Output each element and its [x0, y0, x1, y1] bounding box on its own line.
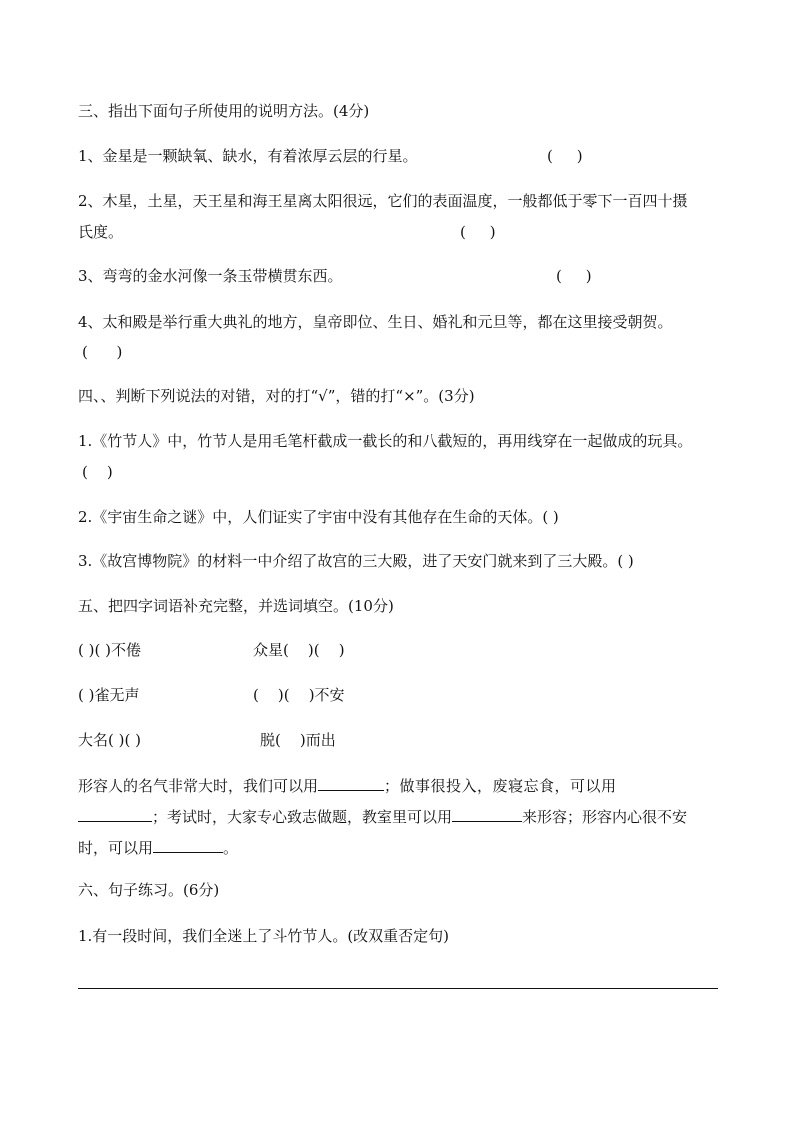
fill-blank[interactable]: [78, 805, 152, 822]
fill-text: ；做事很投入，废寝忘食，可以用: [384, 777, 617, 795]
section-4-question-2: 2.《宇宙生命之谜》中，人们证实了宇宙中没有其他存在生命的天体。( ): [78, 508, 559, 526]
section-4-title: 四、、判断下列说法的对错，对的打“√”，错的打“×”。(3分): [78, 387, 475, 405]
idiom-2: 众星( )( ): [253, 641, 345, 659]
section-3-title: 三、指出下面句子所使用的说明方法。(4分): [78, 102, 370, 120]
fill-paragraph-line-2: [78, 805, 687, 827]
section-4-question-3: 3.《故宫博物院》的材料一中介绍了故宫的三大殿，进了天安门就来到了三大殿。( ): [78, 552, 634, 570]
fill-text: 时，可以用: [78, 839, 154, 857]
fill-blank[interactable]: [318, 774, 384, 791]
section-3-question-2-line-2: 氏度。: [78, 223, 124, 241]
idiom-5: 大名( )( ): [78, 731, 141, 749]
idiom-3: ( )雀无声: [78, 686, 140, 704]
fill-paragraph-line-3: [78, 836, 238, 858]
fill-blank[interactable]: [153, 836, 223, 853]
idiom-1: ( )( )不倦: [78, 641, 141, 659]
idiom-6: 脱( )而出: [260, 731, 336, 749]
section-6-title: 六、句子练习。(6分): [78, 881, 220, 899]
section-3-question-1: 1、金星是一颗缺氧、缺水，有着浓厚云层的行星。: [78, 147, 418, 165]
fill-text: 。: [223, 839, 239, 857]
fill-text: ；考试时，大家专心致志做题，教室里可以用: [152, 808, 453, 826]
fill-blank[interactable]: [452, 805, 522, 822]
idiom-4: ( )( )不安: [253, 686, 345, 704]
section-5-title: 五、把四字词语补充完整，并选词填空。(10分): [78, 597, 394, 615]
answer-line[interactable]: [78, 988, 718, 989]
answer-paren: ( ): [82, 463, 113, 481]
fill-text: 来形容；形容内心很不安: [522, 808, 688, 826]
fill-paragraph-line-1: [78, 774, 617, 796]
fill-text: 形容人的名气非常大时，我们可以用: [78, 777, 319, 795]
section-6-question-1: 1.有一段时间，我们全迷上了斗竹节人。(改双重否定句): [78, 927, 450, 945]
section-3-question-4: 4、太和殿是举行重大典礼的地方，皇帝即位、生日、婚礼和元旦等，都在这里接受朝贺。: [78, 313, 673, 331]
answer-paren: ( ): [82, 343, 123, 361]
section-3-question-2-line-1: 2、木星，土星，天王星和海王星离太阳很远，它们的表面温度，一般都低于零下一百四十摄: [78, 192, 688, 210]
section-4-question-1: 1.《竹节人》中，竹节人是用毛笔杆截成一截长的和八截短的，再用线穿在一起做成的玩具。: [78, 432, 693, 450]
section-3-question-3: 3、弯弯的金水河像一条玉带横贯东西。: [78, 267, 343, 285]
answer-paren: ( ): [556, 267, 592, 285]
answer-paren: ( ): [547, 147, 583, 165]
answer-paren: ( ): [460, 223, 496, 241]
